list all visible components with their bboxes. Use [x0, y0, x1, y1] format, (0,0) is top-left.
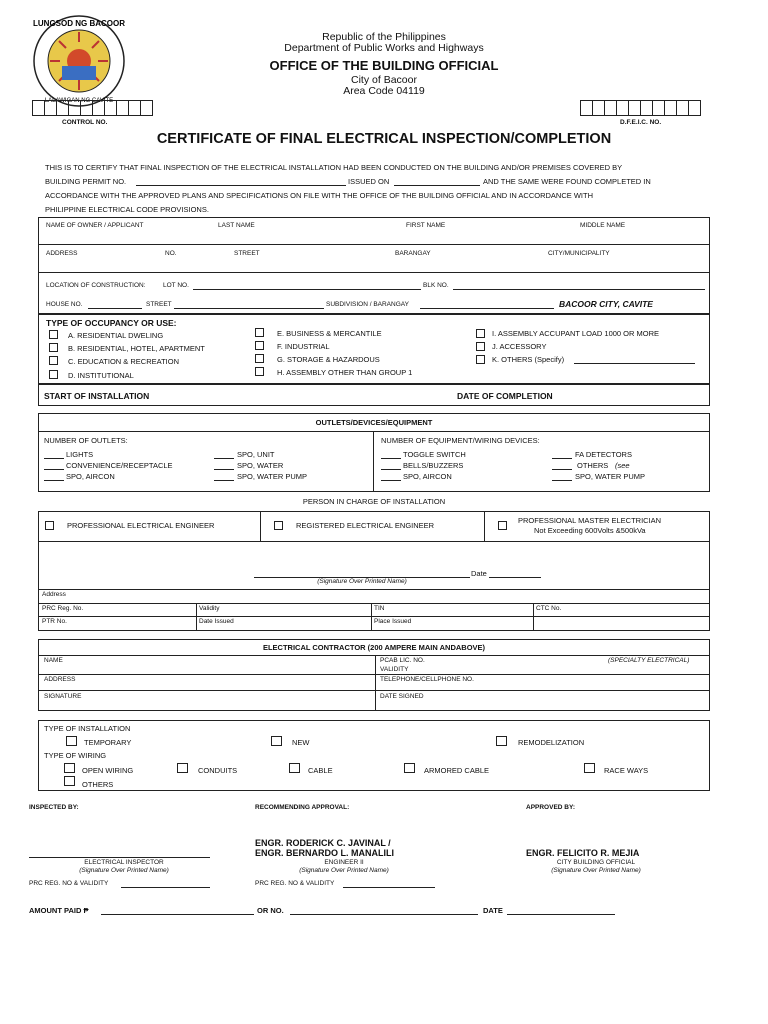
certificate-title: CERTIFICATE OF FINAL ELECTRICAL INSPECTION/COMPLETION — [156, 131, 612, 147]
address-barangay-label: BARANGAY — [395, 250, 431, 257]
area-code: Area Code 04119 — [343, 85, 425, 97]
recommending-label: RECOMMENDING APPROVAL: — [255, 804, 350, 811]
pme-checkbox[interactable] — [498, 521, 507, 530]
device-spo-aircon: SPO, AIRCON — [403, 472, 452, 481]
control-no-boxes[interactable] — [33, 100, 153, 116]
found-label: AND THE SAME WERE FOUND COMPLETED IN — [483, 177, 651, 186]
conduits-label: CONDUITS — [198, 766, 238, 775]
person-address-label: Address — [42, 591, 66, 598]
approver-title: CITY BUILDING OFFICIAL — [556, 859, 636, 866]
open-wiring-checkbox[interactable] — [64, 763, 75, 773]
amount-paid-field[interactable] — [101, 914, 254, 915]
occupancy-title: TYPE OF OCCUPANCY OR USE: — [46, 318, 177, 328]
conduits-checkbox[interactable] — [177, 763, 188, 773]
occupancy-j-checkbox[interactable] — [476, 342, 485, 351]
occupancy-k-label: K. OTHERS (Specify) — [492, 355, 565, 364]
open-wiring-label: OPEN WIRING — [82, 766, 134, 775]
occupancy-g-checkbox[interactable] — [255, 354, 264, 363]
occupancy-f-checkbox[interactable] — [255, 341, 264, 350]
date-issued-label: Date Issued — [199, 618, 234, 625]
armored-cable-checkbox[interactable] — [404, 763, 415, 773]
pme-label: PROFESSIONAL MASTER ELECTRICIAN — [518, 516, 662, 525]
temporary-checkbox[interactable] — [66, 736, 77, 746]
permit-label: BUILDING PERMIT NO. — [45, 177, 127, 186]
inspector-prc-label: PRC REG. NO & VALIDITY — [29, 880, 109, 887]
recommending-name-1: ENGR. RODERICK C. JAVINAL / — [255, 838, 391, 848]
place-issued-label: Place Issued — [374, 618, 412, 625]
approver-name: ENGR. FELICITO R. MEJIA — [526, 848, 640, 858]
device-bells: BELLS/BUZZERS — [403, 461, 464, 470]
first-name-label: FIRST NAME — [406, 222, 446, 229]
house-field[interactable] — [88, 308, 142, 309]
contractor-address-label: ADDRESS — [44, 676, 76, 683]
ree-label: REGISTERED ELECTRICAL ENGINEER — [296, 521, 435, 530]
occupancy-j-label: J. ACCESSORY — [492, 342, 547, 351]
inspector-title: ELECTRICAL INSPECTOR — [84, 859, 164, 866]
occupancy-a-checkbox[interactable] — [49, 330, 58, 339]
occupancy-b-checkbox[interactable] — [49, 343, 58, 352]
others-wiring-label: OTHERS — [82, 780, 114, 789]
types-block — [38, 720, 710, 791]
owner-name-label: NAME OF OWNER / APPLICANT — [46, 222, 144, 229]
wiring-type-title: TYPE OF WIRING — [44, 751, 107, 760]
outlets-left-title: NUMBER OF OUTLETS: — [44, 436, 128, 445]
outlet-convenience: CONVENIENCE/RECEPTACLE — [66, 461, 173, 470]
address-label: ADDRESS — [46, 250, 78, 257]
occupancy-e-checkbox[interactable] — [255, 328, 264, 337]
date-field[interactable] — [507, 914, 615, 915]
new-label: NEW — [292, 738, 310, 747]
new-checkbox[interactable] — [271, 736, 282, 746]
outlet-spo-water-pump: SPO, WATER PUMP — [237, 472, 308, 481]
issued-on-field[interactable] — [394, 185, 480, 186]
remodel-label: REMODELIZATION — [518, 738, 585, 747]
dfeic-no-boxes[interactable] — [581, 100, 701, 116]
last-name-label: LAST NAME — [218, 222, 255, 229]
address-city-label: CITY/MUNICIPALITY — [548, 250, 610, 257]
device-fa-detectors: FA DETECTORS — [575, 450, 632, 459]
contractor-validity-label: VALIDITY — [380, 666, 409, 673]
dfeic-no-label: D.F.E.I.C. NO. — [620, 119, 662, 126]
outlets-right-title: NUMBER OF EQUIPMENT/WIRING DEVICES: — [381, 436, 540, 445]
contractor-signature-label: SIGNATURE — [44, 693, 82, 700]
location-label: LOCATION OF CONSTRUCTION: — [46, 282, 146, 289]
cert-line-3: ACCORDANCE WITH THE APPROVED PLANS AND SPECIFICATIONS ON FILE WITH THE OFFICE OF THE BUILDING OFFICIAL AND IN ACCORDANCE WITH — [45, 191, 593, 200]
validity-label: Validity — [199, 605, 220, 612]
occupancy-k-checkbox[interactable] — [476, 355, 485, 364]
device-others: OTHERS — [577, 461, 609, 470]
tin-label: TIN — [374, 605, 385, 612]
cable-checkbox[interactable] — [289, 763, 300, 773]
bacoor-city: BACOOR CITY, CAVITE — [559, 299, 653, 309]
control-no-label: CONTROL NO. — [62, 119, 108, 126]
device-spo-water-pump: SPO, WATER PUMP — [575, 472, 646, 481]
cert-line-4: PHILIPPINE ELECTRICAL CODE PROVISIONS. — [45, 205, 209, 214]
ree-checkbox[interactable] — [274, 521, 283, 530]
subdivision-field[interactable] — [420, 308, 554, 309]
outlets-title: OUTLETS/DEVICES/EQUIPMENT — [315, 418, 433, 427]
or-no-label: OR NO. — [257, 906, 284, 915]
inspector-prc-field[interactable] — [121, 887, 210, 888]
lot-label: LOT NO. — [163, 282, 189, 289]
occupancy-c-label: C. EDUCATION & RECREATION — [68, 357, 179, 366]
pee-checkbox[interactable] — [45, 521, 54, 530]
inspector-signature-field[interactable] — [29, 857, 210, 858]
person-date-field[interactable] — [489, 577, 541, 578]
outlet-spo-aircon: SPO, AIRCON — [66, 472, 115, 481]
office-title: OFFICE OF THE BUILDING OFFICIAL — [269, 58, 499, 73]
person-signature-caption: (Signature Over Printed Name) — [317, 578, 407, 585]
middle-name-label: MIDDLE NAME — [580, 222, 626, 229]
approved-by-label: APPROVED BY: — [526, 804, 575, 811]
occupancy-d-label: D. INSTITUTIONAL — [68, 371, 134, 380]
approver-signature-caption: (Signature Over Printed Name) — [551, 867, 641, 874]
dpwh-line: Department of Public Works and Highways — [284, 42, 484, 54]
occupancy-c-checkbox[interactable] — [49, 356, 58, 365]
blk-field[interactable] — [453, 289, 705, 290]
date-signed-label: DATE SIGNED — [380, 693, 424, 700]
svg-text:LALAWIGAN NG CAVITE: LALAWIGAN NG CAVITE — [44, 98, 114, 104]
subdivision-label: SUBDIVISION / BARANGAY — [326, 301, 409, 308]
address-no-label: NO. — [165, 250, 177, 257]
address-street-label: STREET — [234, 250, 260, 257]
house-label: HOUSE NO. — [46, 301, 83, 308]
device-others-see: (see — [615, 461, 630, 470]
race-ways-checkbox[interactable] — [584, 763, 595, 773]
amount-paid-label: AMOUNT PAID ₱ — [29, 906, 89, 915]
issued-on-label: ISSUED ON — [348, 177, 390, 186]
armored-cable-label: ARMORED CABLE — [424, 766, 490, 775]
cert-line-1: THIS IS TO CERTIFY THAT FINAL INSPECTION OF THE ELECTRICAL INSTALLATION HAD BEEN CONDUCTED ON THE BUILDING AND/OR PREMISES COVERED BY — [45, 163, 623, 172]
occupancy-h-label: H. ASSEMBLY OTHER THAN GROUP 1 — [277, 368, 413, 377]
recommending-signature-caption: (Signature Over Printed Name) — [299, 867, 389, 874]
device-toggle-switch: TOGGLE SWITCH — [403, 450, 466, 459]
outlet-spo-water: SPO, WATER — [237, 461, 284, 470]
pee-label: PROFESSIONAL ELECTRICAL ENGINEER — [67, 521, 215, 530]
occupancy-d-checkbox[interactable] — [49, 370, 58, 379]
occupancy-f-label: F. INDUSTRIAL — [277, 342, 330, 351]
occupancy-e-label: E. BUSINESS & MERCANTILE — [277, 329, 382, 338]
specialty-label: (SPECIALTY ELECTRICAL) — [608, 657, 690, 664]
city-seal — [32, 14, 126, 108]
contractor-title: ELECTRICAL CONTRACTOR (200 AMPERE MAIN ANDABOVE) — [262, 643, 486, 652]
others-wiring-checkbox[interactable] — [64, 776, 75, 786]
recommending-prc-label: PRC REG. NO & VALIDITY — [255, 880, 335, 887]
city-line: City of Bacoor — [351, 74, 417, 86]
ctc-label: CTC No. — [536, 605, 562, 612]
person-date-label: Date — [471, 569, 487, 578]
pme-limit-label: Not Exceeding 600Volts &500kVa — [534, 526, 646, 535]
occupancy-h-checkbox[interactable] — [255, 367, 264, 376]
inspector-signature-caption: (Signature Over Printed Name) — [79, 867, 169, 874]
occupancy-a-label: A. RESIDENTIAL DWELING — [68, 331, 164, 340]
pcab-label: PCAB LIC. NO. — [380, 657, 425, 664]
ptr-label: PTR No. — [42, 618, 67, 625]
lot-field[interactable] — [193, 289, 421, 290]
permit-no-field[interactable] — [136, 185, 346, 186]
inspected-by-label: INSPECTED BY: — [29, 804, 79, 811]
outlet-lights: LIGHTS — [66, 450, 94, 459]
person-in-charge-title: PERSON IN CHARGE OF INSTALLATION — [302, 497, 446, 506]
street-field[interactable] — [174, 308, 324, 309]
date-completion-label: DATE OF COMPLETION — [457, 391, 553, 401]
cable-label: CABLE — [308, 766, 333, 775]
telephone-label: TELEPHONE/CELLPHONE NO. — [380, 676, 474, 683]
recommending-prc-field[interactable] — [343, 887, 435, 888]
republic-line: Republic of the Philippines — [322, 31, 446, 43]
prc-reg-label: PRC Reg. No. — [42, 605, 84, 612]
install-type-title: TYPE OF INSTALLATION — [44, 724, 131, 733]
start-installation-label: START OF INSTALLATION — [44, 391, 150, 401]
occupancy-b-label: B. RESIDENTIAL, HOTEL, APARTMENT — [68, 344, 205, 353]
street2-label: STREET — [146, 301, 172, 308]
recommending-name-2: ENGR. BERNARDO L. MANALILI — [255, 848, 394, 858]
blk-label: BLK NO. — [423, 282, 449, 289]
race-ways-label: RACE WAYS — [604, 766, 649, 775]
outlet-spo-unit: SPO, UNIT — [237, 450, 275, 459]
recommending-title: ENGINEER II — [324, 859, 364, 866]
occupancy-k-specify-field[interactable] — [574, 363, 695, 364]
occupancy-i-label: I. ASSEMBLY ACCUPANT LOAD 1000 OR MORE — [492, 329, 660, 338]
occupancy-i-checkbox[interactable] — [476, 329, 485, 338]
temporary-label: TEMPORARY — [84, 738, 132, 747]
contractor-name-label: NAME — [44, 657, 63, 664]
or-no-field[interactable] — [290, 914, 478, 915]
remodel-checkbox[interactable] — [496, 736, 507, 746]
svg-text:LUNGSOD NG BACOOR: LUNGSOD NG BACOOR — [33, 19, 125, 28]
date-label: DATE — [483, 906, 503, 915]
occupancy-g-label: G. STORAGE & HAZARDOUS — [277, 355, 380, 364]
